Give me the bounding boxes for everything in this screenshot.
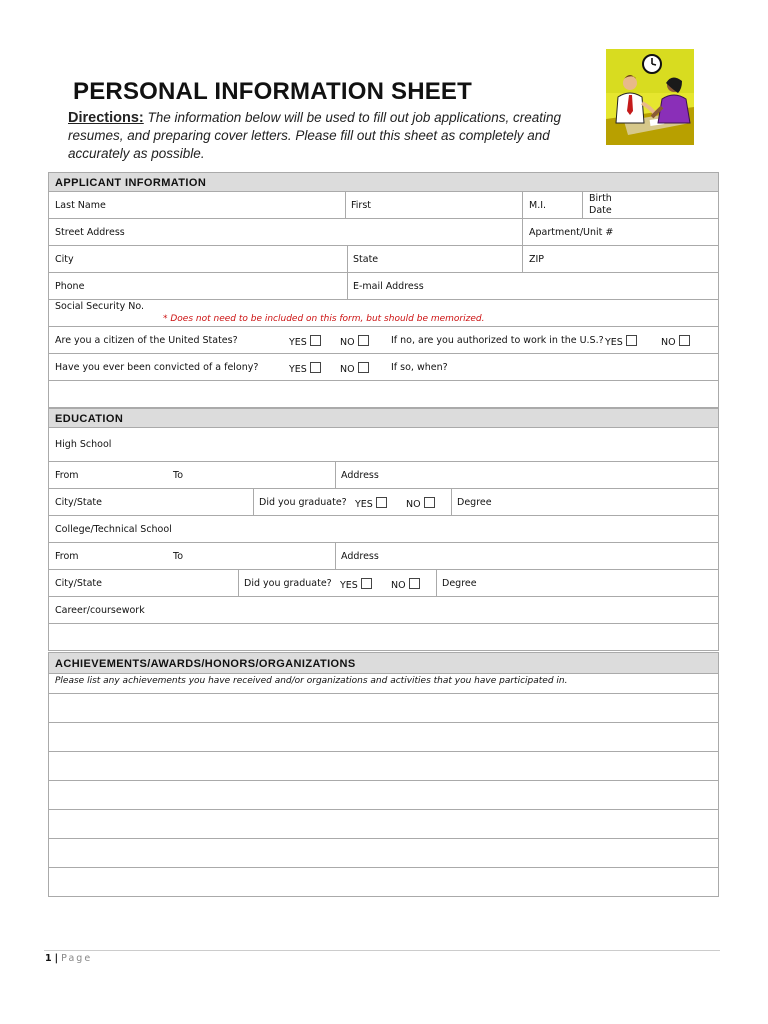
applicant-information-section [48,172,719,408]
high-school-to-label: To [173,470,184,481]
education-section [48,408,719,651]
college-row [48,516,719,543]
achievement-entry-row[interactable] [48,752,719,781]
city-label: City [55,254,74,265]
authorized-no-checkbox[interactable] [679,335,690,346]
page-footer [45,953,92,964]
footer-separator: | [54,953,59,964]
middle-initial-label: M.I. [529,200,547,211]
high-school-dates-row [48,462,719,489]
high-school-city-row [48,489,719,516]
college-graduate-yes-option[interactable] [340,578,372,591]
ssn-row [48,300,719,327]
college-from-label: From [55,551,79,562]
college-dates-row [48,543,719,570]
career-coursework-label: Career/coursework [55,605,145,616]
achievement-entry-row[interactable] [48,694,719,723]
page-word: Page [61,953,93,964]
college-yes-label: YES [340,580,358,591]
achievement-entry-row[interactable] [48,868,719,897]
page-title: PERSONAL INFORMATION SHEET [73,78,472,105]
applicant-heading-text: APPLICANT INFORMATION [55,177,207,189]
college-no-checkbox[interactable] [409,578,420,589]
education-heading [48,408,719,428]
authorized-yes-checkbox[interactable] [626,335,637,346]
apartment-unit-label: Apartment/Unit # [529,227,614,238]
authorized-yes-option[interactable] [605,335,637,348]
office-meeting-clipart-icon [606,49,694,145]
authorized-question: If no, are you authorized to work in the U.S.? [391,335,604,346]
felony-no-checkbox[interactable] [358,362,369,373]
birth-date-label-line1: Birth [589,193,612,204]
college-city-state-label: City/State [55,578,102,589]
felony-question: Have you ever been convicted of a felony? [55,362,259,373]
directions-body: The information below will be used to fill out job applications, creating resumes, and preparing cover letters. Please fill out this sheet as completely and accurately as possible. [68,110,561,161]
citizen-no-label: NO [340,337,355,348]
education-blank-row [48,624,719,651]
authorized-yes-label: YES [605,337,623,348]
high-school-from-label: From [55,470,79,481]
felony-row [48,354,719,381]
high-school-graduate-no-option[interactable] [406,497,435,510]
citizen-yes-option[interactable] [289,335,321,348]
achievement-entry-row[interactable] [48,810,719,839]
career-row [48,597,719,624]
felony-when-label: If so, when? [391,362,448,373]
citizen-no-option[interactable] [340,335,369,348]
achievements-heading [48,652,719,674]
authorized-no-label: NO [661,337,676,348]
felony-no-option[interactable] [340,362,369,375]
college-yes-checkbox[interactable] [361,578,372,589]
high-school-no-checkbox[interactable] [424,497,435,508]
email-label: E-mail Address [353,281,424,292]
college-to-label: To [173,551,184,562]
college-label: College/Technical School [55,524,172,535]
phone-label: Phone [55,281,85,292]
birth-date-label-line2: Date [589,205,612,216]
college-graduate-no-option[interactable] [391,578,420,591]
high-school-yes-checkbox[interactable] [376,497,387,508]
citizenship-row [48,327,719,354]
college-graduate-question: Did you graduate? [244,578,332,589]
high-school-label: High School [55,439,112,450]
college-address-label: Address [341,551,379,562]
felony-yes-option[interactable] [289,362,321,375]
citizen-yes-checkbox[interactable] [310,335,321,346]
education-heading-text: EDUCATION [55,413,124,425]
citizen-no-checkbox[interactable] [358,335,369,346]
directions-text [68,109,608,163]
first-name-label: First [351,200,371,211]
felony-yes-checkbox[interactable] [310,362,321,373]
ssn-label: Social Security No. [55,301,144,312]
achievement-entry-row[interactable] [48,723,719,752]
achievements-instructions: Please list any achievements you have received and/or organizations and activities that you have participated in. [55,676,568,686]
authorized-no-option[interactable] [661,335,690,348]
city-state-zip-row [48,246,719,273]
college-degree-label: Degree [442,578,477,589]
high-school-graduate-question: Did you graduate? [259,497,347,508]
street-address-label: Street Address [55,227,125,238]
applicant-blank-row [48,381,719,408]
high-school-graduate-yes-option[interactable] [355,497,387,510]
achievements-section [48,652,719,897]
directions-label: Directions: [68,110,144,126]
high-school-yes-label: YES [355,499,373,510]
achievement-entry-row[interactable] [48,839,719,868]
last-name-label: Last Name [55,200,106,211]
name-row [48,192,719,219]
citizen-question: Are you a citizen of the United States? [55,335,238,346]
college-city-row [48,570,719,597]
zip-label: ZIP [529,254,545,265]
achievements-heading-text: ACHIEVEMENTS/AWARDS/HONORS/ORGANIZATIONS [55,658,356,670]
citizen-yes-label: YES [289,337,307,348]
high-school-row [48,428,719,462]
achievement-entry-row[interactable] [48,781,719,810]
ssn-note: * Does not need to be included on this form, but should be memorized. [163,314,485,324]
college-no-label: NO [391,580,406,591]
footer-divider [44,950,720,951]
felony-no-label: NO [340,364,355,375]
achievements-instructions-row [48,674,719,694]
applicant-information-heading [48,172,719,192]
high-school-city-state-label: City/State [55,497,102,508]
street-address-row [48,219,719,246]
phone-email-row [48,273,719,300]
high-school-address-label: Address [341,470,379,481]
high-school-degree-label: Degree [457,497,492,508]
felony-yes-label: YES [289,364,307,375]
page-number: 1 [45,953,52,964]
state-label: State [353,254,379,265]
high-school-no-label: NO [406,499,421,510]
